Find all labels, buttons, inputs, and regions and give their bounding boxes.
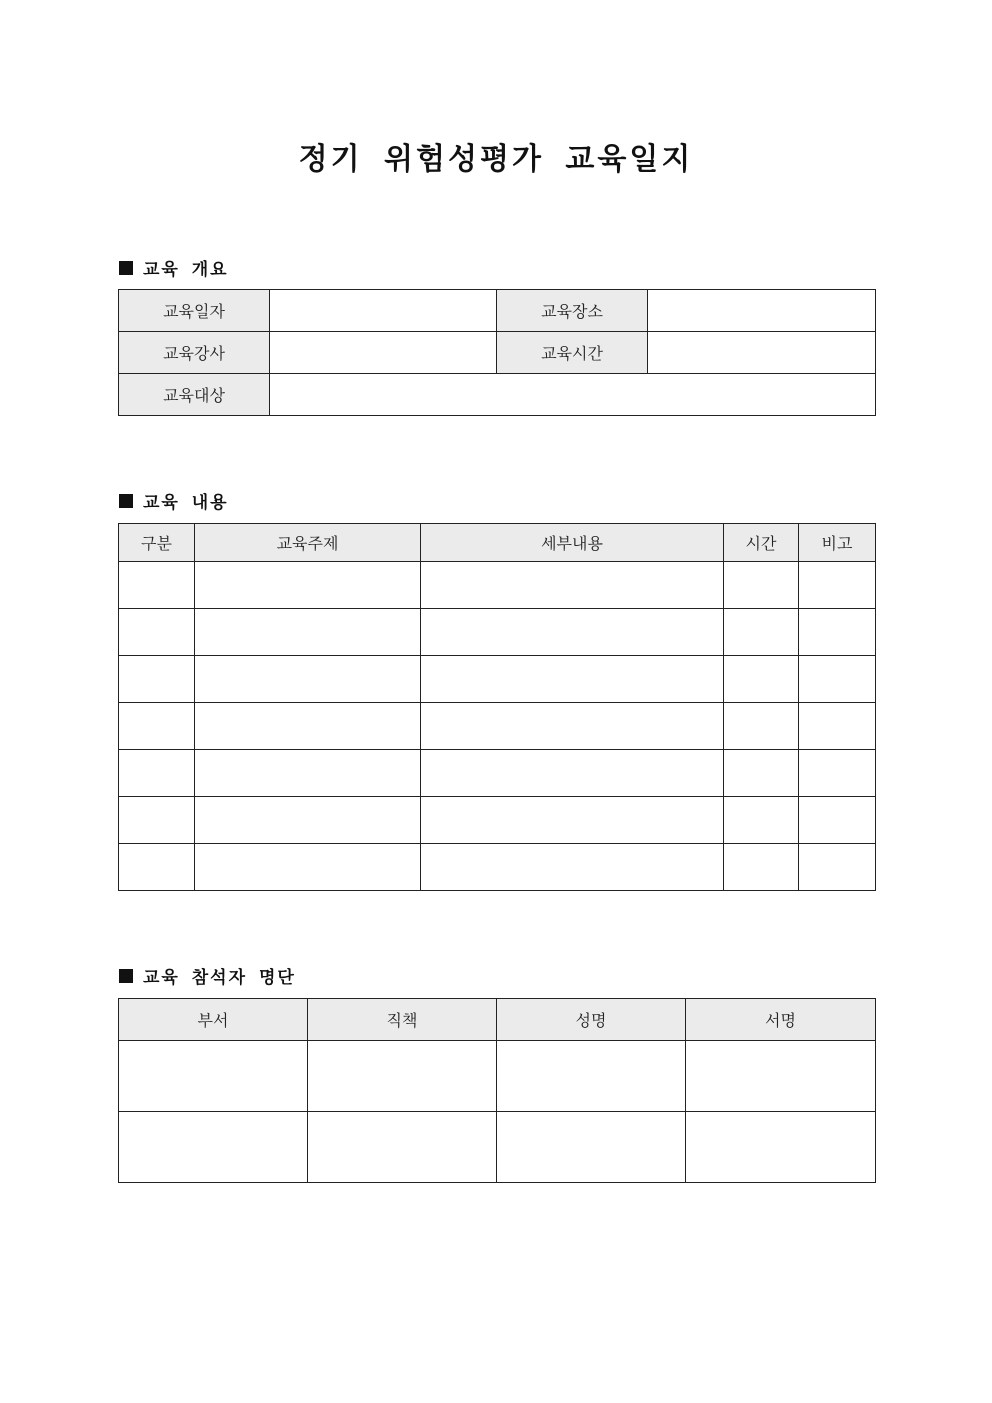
table-row (119, 703, 876, 750)
topic-cell[interactable] (195, 562, 421, 609)
details-cell[interactable] (421, 844, 724, 891)
place-value-cell[interactable] (648, 290, 876, 332)
content-table (118, 523, 876, 891)
details-cell[interactable] (421, 656, 724, 703)
column-header: 시간 (724, 524, 799, 562)
column-header: 부서 (119, 999, 308, 1041)
place-label: 교육장소 (497, 290, 648, 332)
target-label: 교육대상 (119, 374, 270, 416)
department-cell[interactable] (119, 1041, 308, 1112)
category-cell[interactable] (119, 844, 195, 891)
time-cell[interactable] (724, 609, 799, 656)
time-cell[interactable] (724, 656, 799, 703)
document-title: 정기 위험성평가 교육일지 (298, 142, 694, 177)
position-cell[interactable] (308, 1041, 497, 1112)
column-header: 세부내용 (421, 524, 724, 562)
table-row (119, 797, 876, 844)
category-cell[interactable] (119, 656, 195, 703)
content-header-row (119, 524, 876, 562)
remarks-cell[interactable] (799, 656, 876, 703)
position-cell[interactable] (308, 1112, 497, 1183)
category-cell[interactable] (119, 562, 195, 609)
overview-heading (119, 255, 229, 280)
attendees-heading-text: 교육 참석자 명단 (143, 968, 296, 988)
column-header: 구분 (119, 524, 195, 562)
attendee-header-row (119, 999, 876, 1041)
time-cell[interactable] (724, 797, 799, 844)
table-row (119, 1112, 876, 1183)
time-cell[interactable] (724, 562, 799, 609)
remarks-cell[interactable] (799, 703, 876, 750)
square-bullet-icon (119, 261, 133, 275)
details-cell[interactable] (421, 797, 724, 844)
category-cell[interactable] (119, 609, 195, 656)
table-row (119, 844, 876, 891)
topic-cell[interactable] (195, 656, 421, 703)
overview-heading-text: 교육 개요 (143, 260, 229, 280)
topic-cell[interactable] (195, 703, 421, 750)
signature-cell[interactable] (686, 1041, 876, 1112)
table-row (119, 609, 876, 656)
table-row (119, 750, 876, 797)
table-row (119, 1041, 876, 1112)
content-heading (119, 488, 229, 513)
date-value-cell[interactable] (270, 290, 497, 332)
square-bullet-icon (119, 494, 133, 508)
attendees-heading (119, 963, 296, 988)
column-header: 비고 (799, 524, 876, 562)
column-header: 직책 (308, 999, 497, 1041)
department-cell[interactable] (119, 1112, 308, 1183)
topic-cell[interactable] (195, 609, 421, 656)
details-cell[interactable] (421, 562, 724, 609)
table-row (119, 562, 876, 609)
instructor-label: 교육강사 (119, 332, 270, 374)
details-cell[interactable] (421, 750, 724, 797)
time-cell[interactable] (724, 703, 799, 750)
content-heading-text: 교육 내용 (143, 493, 229, 513)
instructor-value-cell[interactable] (270, 332, 497, 374)
topic-cell[interactable] (195, 797, 421, 844)
remarks-cell[interactable] (799, 609, 876, 656)
overview-row (119, 332, 876, 374)
target-value-cell[interactable] (270, 374, 876, 416)
remarks-cell[interactable] (799, 750, 876, 797)
remarks-cell[interactable] (799, 844, 876, 891)
topic-cell[interactable] (195, 844, 421, 891)
time-cell[interactable] (724, 750, 799, 797)
time-label: 교육시간 (497, 332, 648, 374)
topic-cell[interactable] (195, 750, 421, 797)
time-cell[interactable] (724, 844, 799, 891)
attendee-table (118, 998, 876, 1183)
remarks-cell[interactable] (799, 797, 876, 844)
category-cell[interactable] (119, 750, 195, 797)
overview-row (119, 290, 876, 332)
square-bullet-icon (119, 969, 133, 983)
category-cell[interactable] (119, 703, 195, 750)
details-cell[interactable] (421, 703, 724, 750)
overview-table (118, 289, 876, 416)
column-header: 서명 (686, 999, 876, 1041)
column-header: 성명 (497, 999, 686, 1041)
remarks-cell[interactable] (799, 562, 876, 609)
name-cell[interactable] (497, 1041, 686, 1112)
signature-cell[interactable] (686, 1112, 876, 1183)
name-cell[interactable] (497, 1112, 686, 1183)
date-label: 교육일자 (119, 290, 270, 332)
column-header: 교육주제 (195, 524, 421, 562)
table-row (119, 656, 876, 703)
category-cell[interactable] (119, 797, 195, 844)
overview-row (119, 374, 876, 416)
details-cell[interactable] (421, 609, 724, 656)
time-value-cell[interactable] (648, 332, 876, 374)
